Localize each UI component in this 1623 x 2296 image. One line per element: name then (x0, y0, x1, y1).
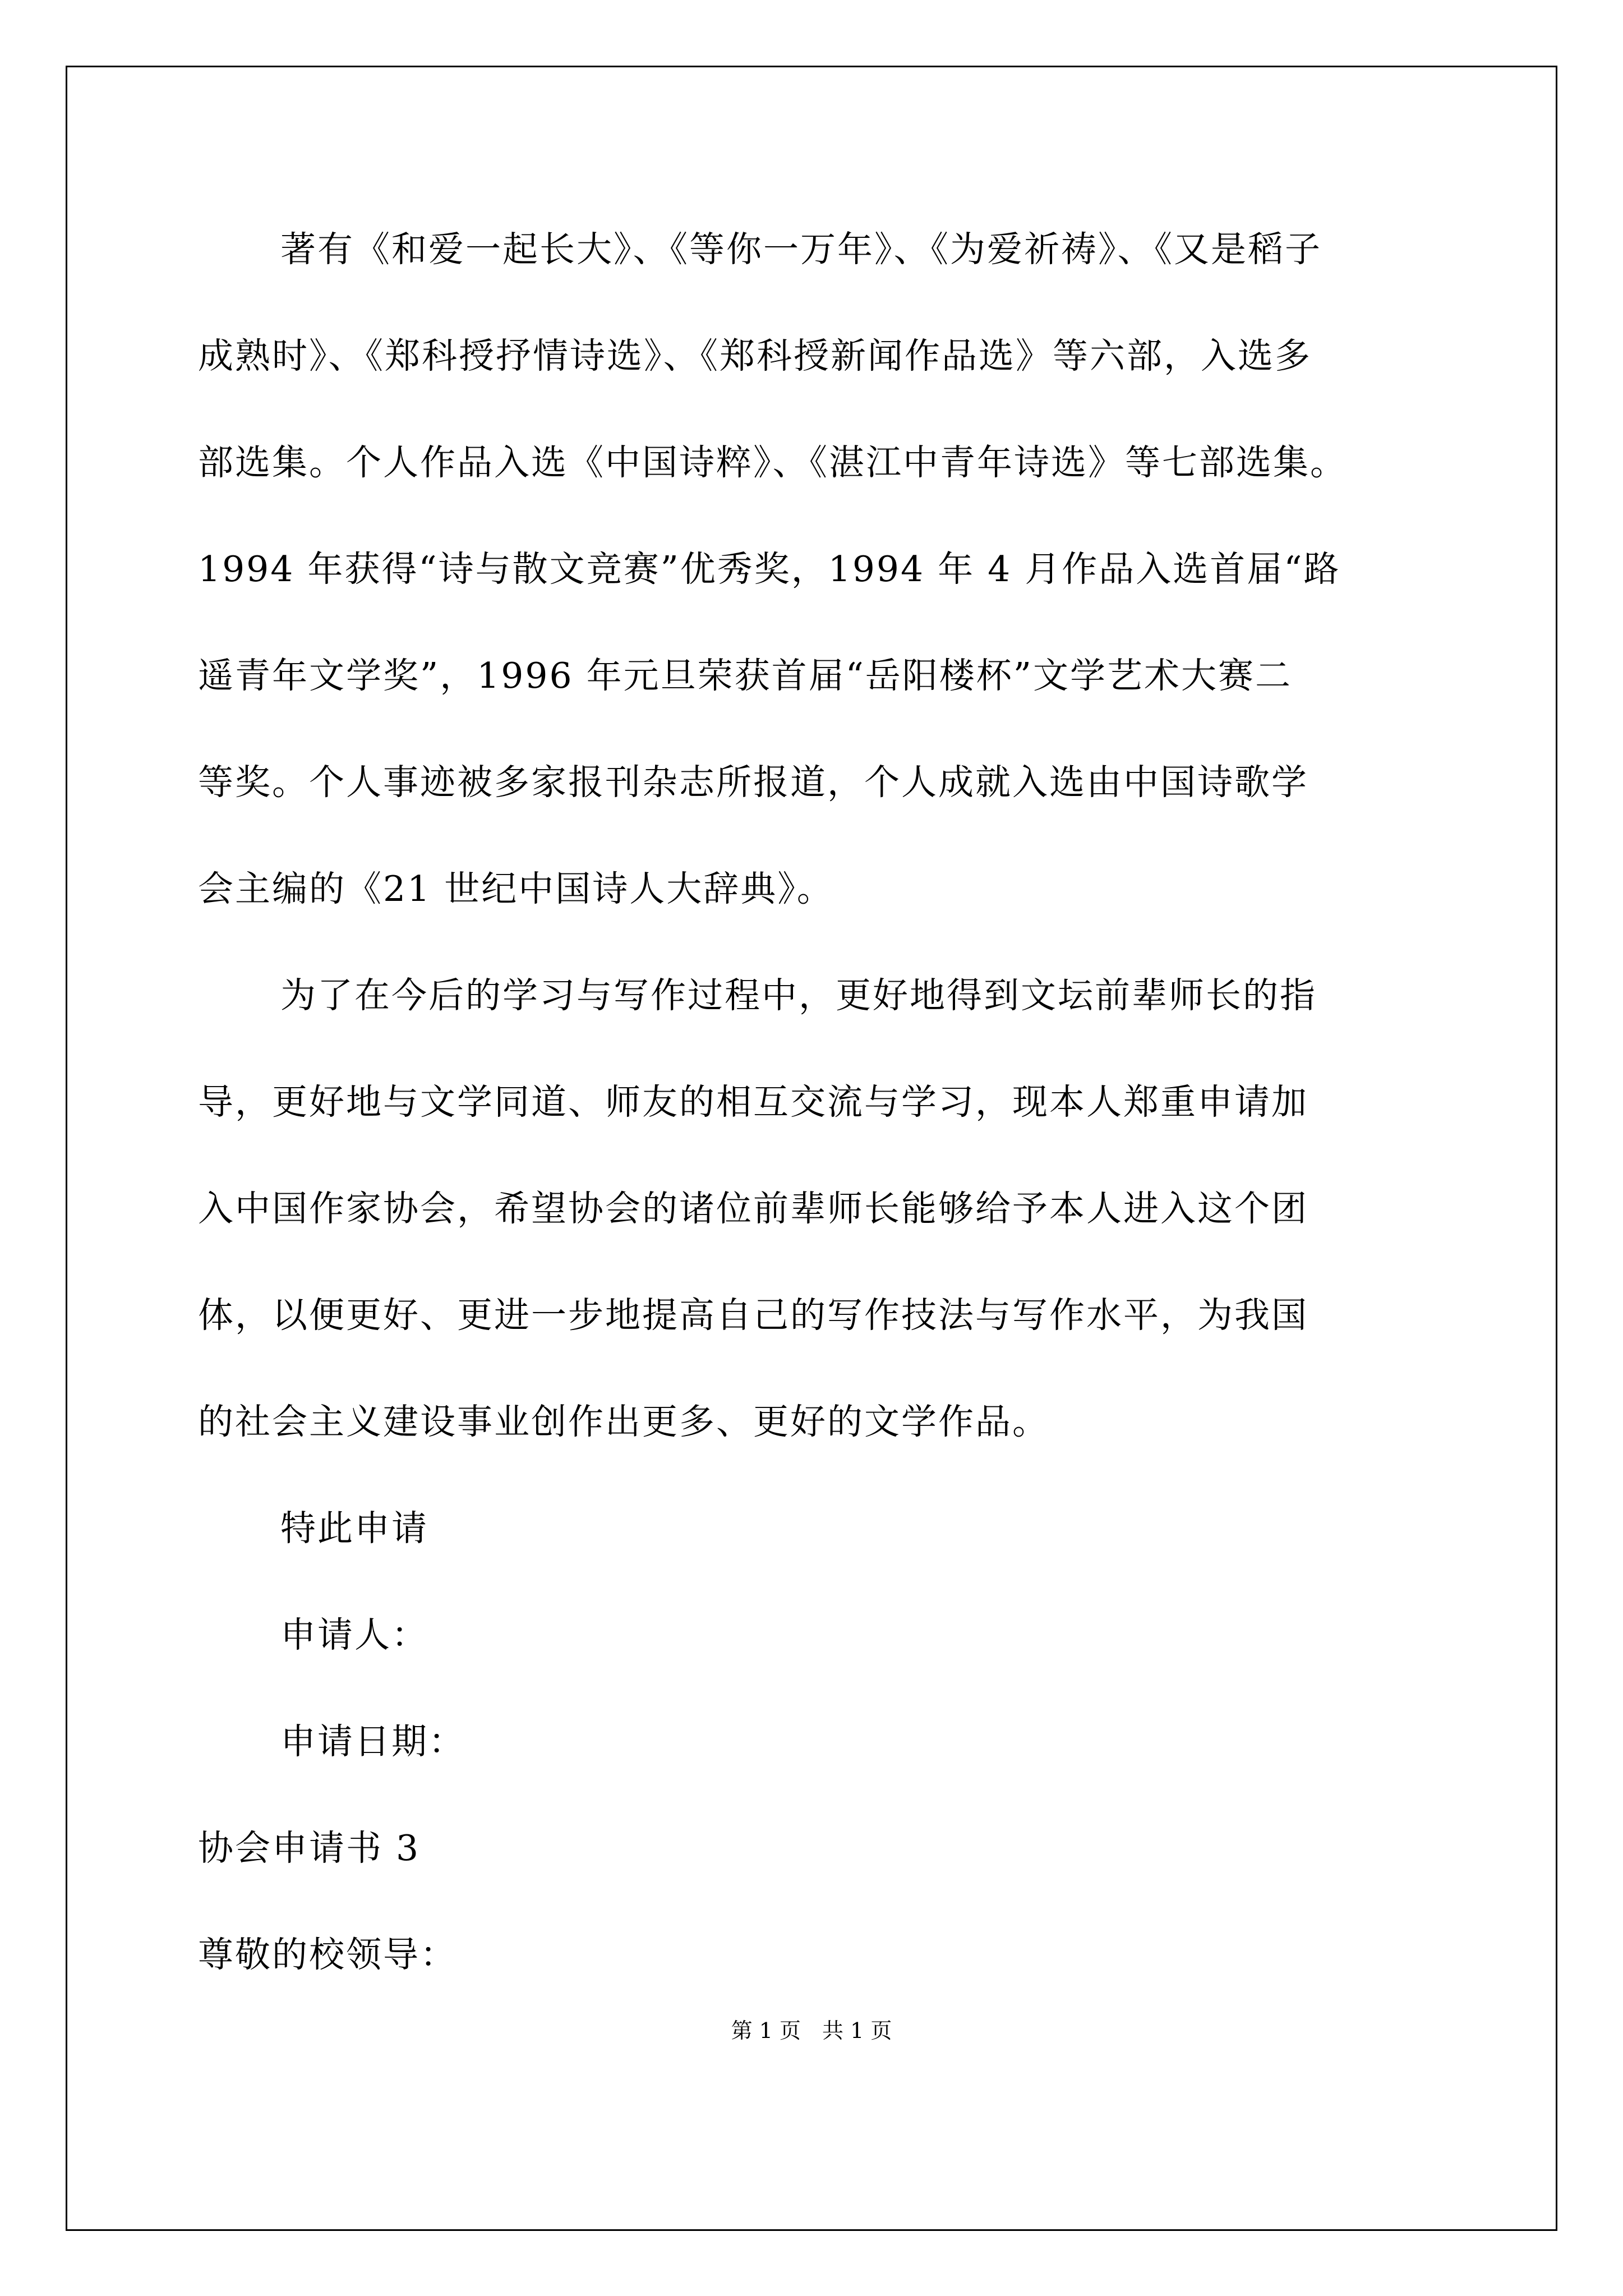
next-document-title: 协会申请书 3 (198, 1828, 421, 1869)
paragraph-2-line-5: 的社会主义建设事业创作出更多、更好的文学作品。 (198, 1401, 1049, 1442)
paragraph-1-line-5: 遥青年文学奖”，1996 年元旦荣获首届“岳阳楼杯”文学艺术大赛二 (198, 655, 1292, 696)
page-footer: 第 1 页 共 1 页 (731, 2018, 892, 2043)
closing-text: 特此申请 (280, 1508, 428, 1549)
date-label: 申请日期： (280, 1721, 465, 1762)
paragraph-2-line-2: 导，更好地与文学同道、师友的相互交流与学习，现本人郑重申请加 (198, 1082, 1308, 1122)
paragraph-1-line-3: 部选集。个人作品入选《中国诗粹》、《湛江中青年诗选》等七部选集。 (198, 442, 1347, 483)
paragraph-1-line-7: 会主编的《21 世纪中国诗人大辞典》。 (198, 868, 834, 909)
salutation: 尊敬的校领导： (198, 1934, 457, 1975)
page-border (66, 66, 1557, 2231)
paragraph-1-line-6: 等奖。个人事迹被多家报刊杂志所报道，个人成就入选由中国诗歌学 (198, 762, 1308, 803)
paragraph-2-line-4: 体，以便更好、更进一步地提高自己的写作技法与写作水平，为我国 (198, 1295, 1308, 1336)
applicant-label: 申请人： (280, 1614, 428, 1655)
paragraph-1-line-2: 成熟时》、《郑科授抒情诗选》、《郑科授新闻作品选》等六部，入选多 (198, 335, 1312, 376)
paragraph-1-line-4: 1994 年获得“诗与散文竞赛”优秀奖，1994 年 4 月作品入选首届“路 (198, 549, 1341, 590)
paragraph-2-line-3: 入中国作家协会，希望协会的诸位前辈师长能够给予本人进入这个团 (198, 1188, 1308, 1229)
paragraph-1-line-1: 著有《和爱一起长大》、《等你一万年》、《为爱祈祷》、《又是稻子 (280, 229, 1322, 270)
paragraph-2-line-1: 为了在今后的学习与写作过程中，更好地得到文坛前辈师长的指 (280, 975, 1317, 1016)
